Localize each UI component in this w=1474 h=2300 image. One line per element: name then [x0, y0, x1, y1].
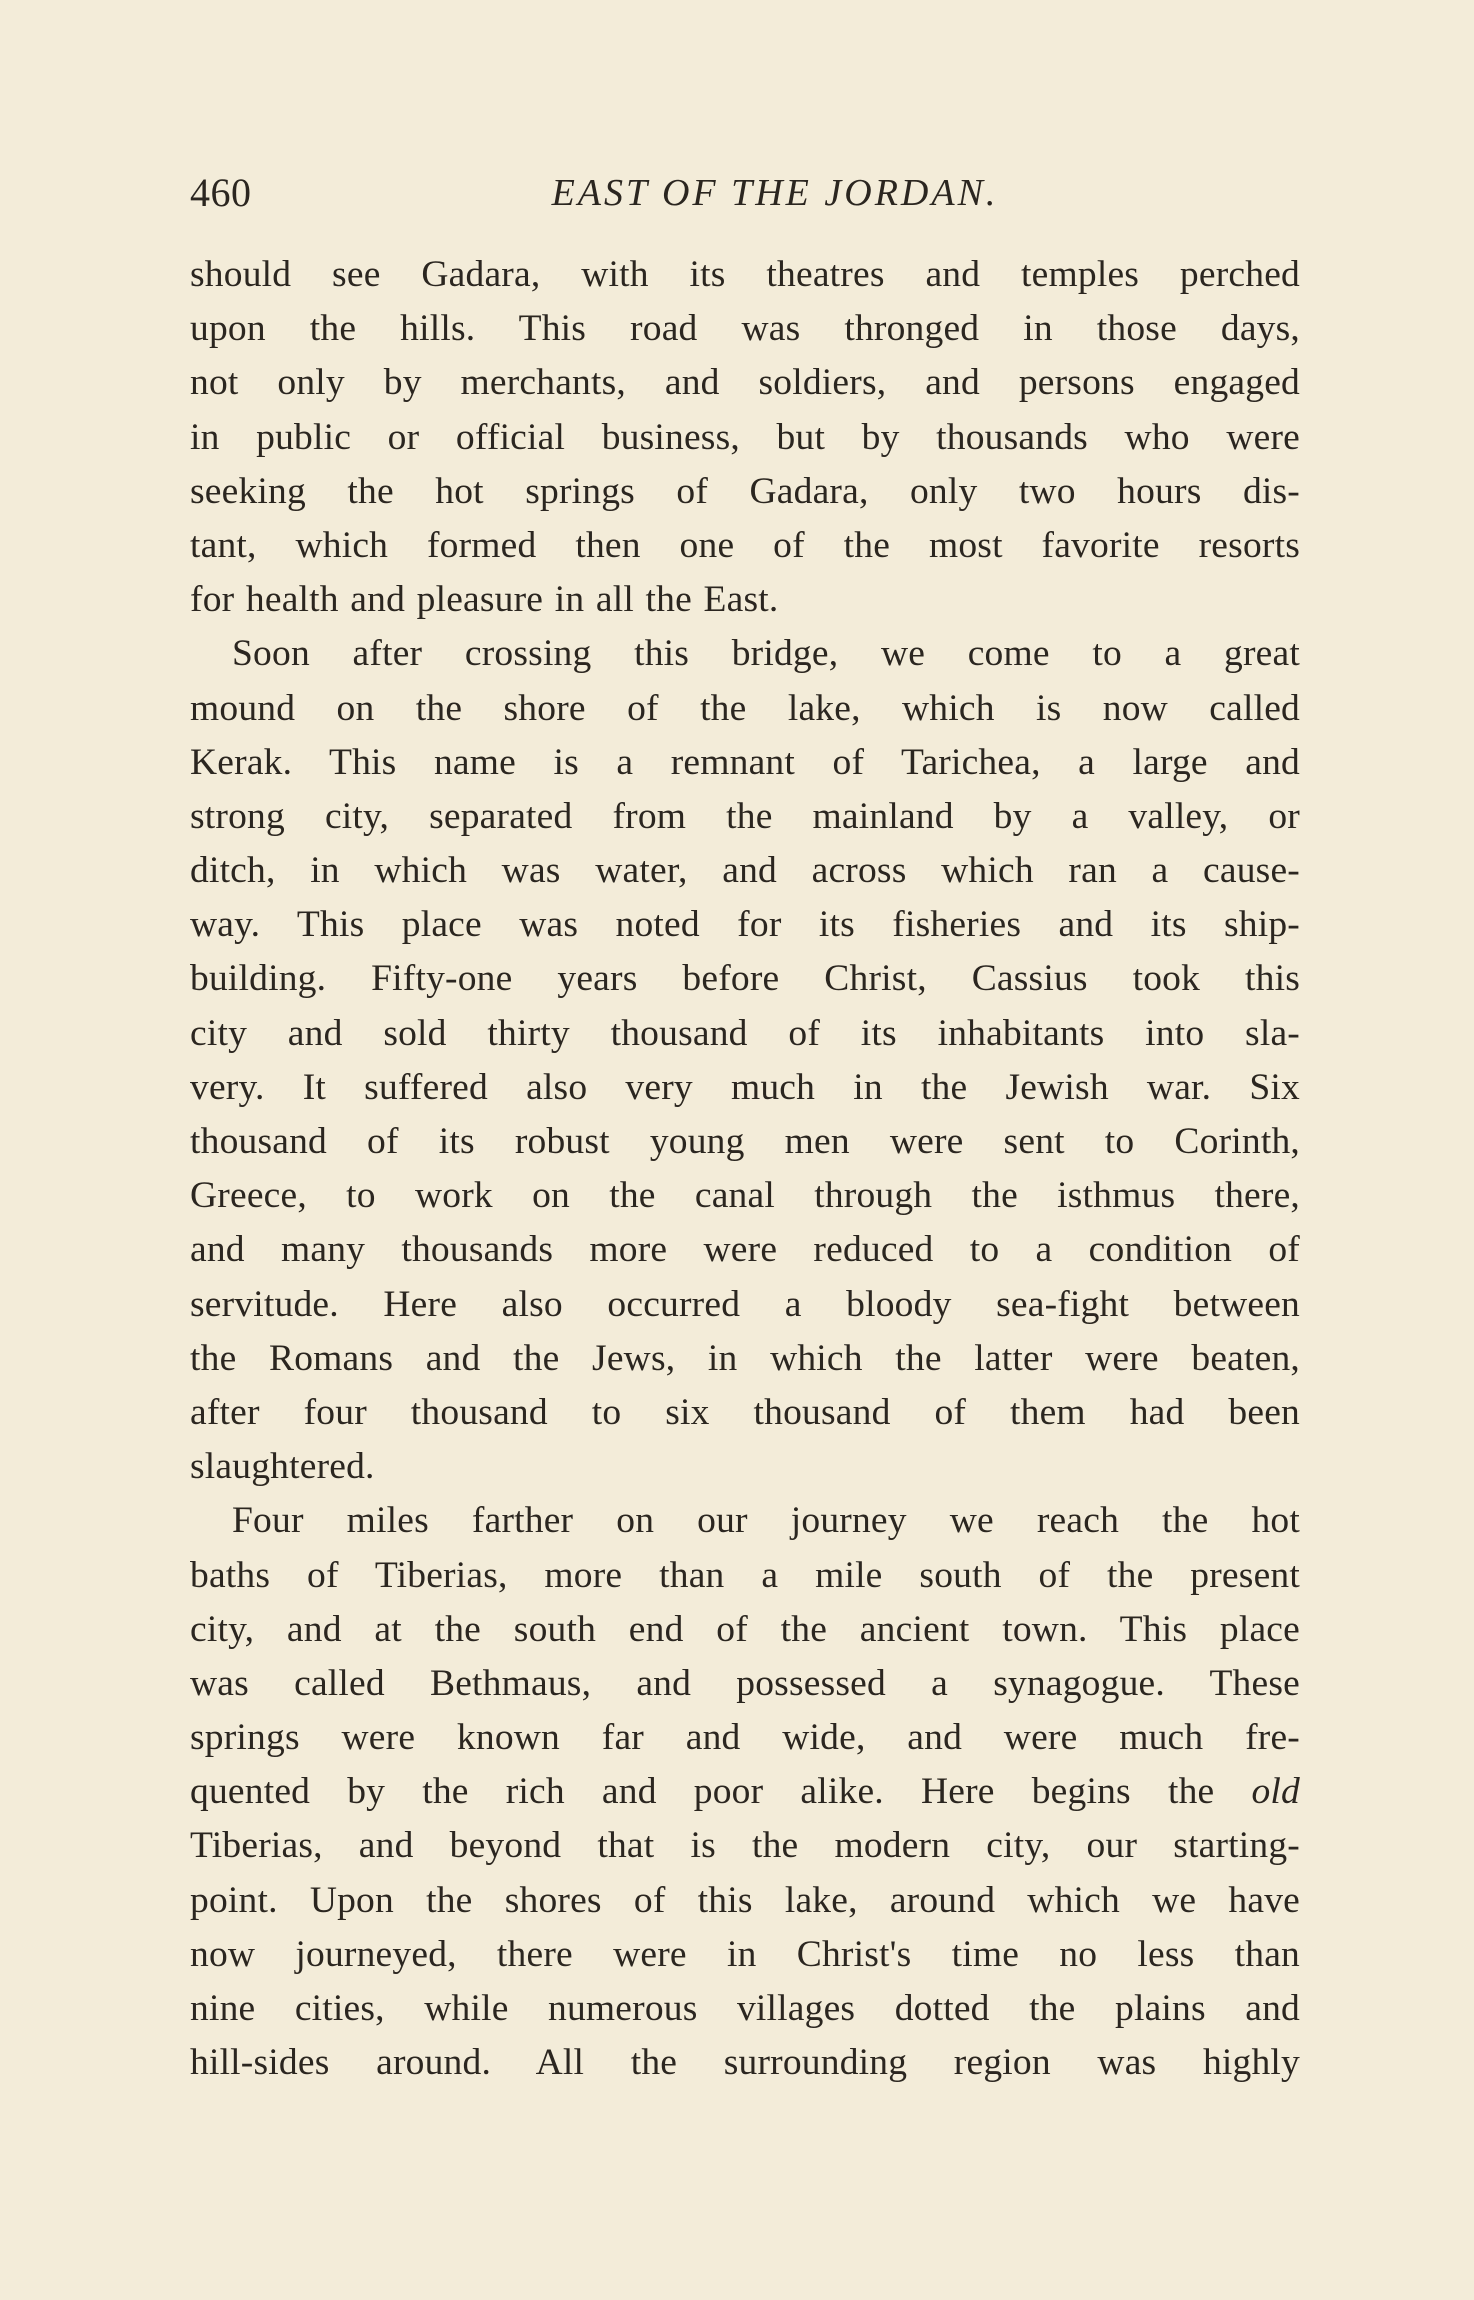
text-line: Soon after crossing this bridge, we come to a great	[232, 633, 1300, 675]
text-line: upon the hills. This road was thronged in those days,	[190, 308, 1300, 350]
text-line: Tiberias, and beyond that is the modern city, our starting-	[190, 1825, 1300, 1867]
text-line: mound on the shore of the lake, which is now called	[190, 687, 1300, 729]
text-line: seeking the hot springs of Gadara, only two hours dis-	[190, 470, 1300, 512]
text-line: slaughtered.	[190, 1446, 375, 1488]
text-line-start: quented by the rich and poor alike. Here begins the	[190, 1771, 1215, 1813]
body-text	[190, 248, 1300, 2090]
paragraph-2	[190, 627, 1300, 1494]
text-line: city and sold thirty thousand of its inhabitants into sla-	[190, 1012, 1300, 1054]
text-line-with-emphasis	[190, 1765, 1300, 1819]
text-line: servitude. Here also occurred a bloody sea-fight between	[190, 1283, 1300, 1325]
text-line: Greece, to work on the canal through the isthmus there,	[190, 1175, 1300, 1217]
text-line: ditch, in which was water, and across which ran a cause-	[190, 850, 1300, 892]
running-head: EAST OF THE JORDAN.	[551, 172, 999, 214]
text-line: baths of Tiberias, more than a mile south of the present	[190, 1554, 1300, 1596]
page-header	[190, 163, 1300, 223]
paragraph-1	[190, 248, 1300, 627]
text-line: strong city, separated from the mainland by a valley, or	[190, 795, 1300, 837]
page-number: 460	[190, 170, 252, 215]
text-line: building. Fifty-one years before Christ, Cassius took this	[190, 958, 1300, 1000]
text-line: should see Gadara, with its theatres and temples perched	[190, 254, 1300, 295]
text-line: point. Upon the shores of this lake, around which we have	[190, 1879, 1300, 1921]
text-line: now journeyed, there were in Christ's time no less than	[190, 1933, 1300, 1975]
text-line: very. It suffered also very much in the Jewish war. Six	[190, 1066, 1300, 1108]
text-line: not only by merchants, and soldiers, and persons engaged	[190, 362, 1300, 404]
text-line: for health and pleasure in all the East.	[190, 579, 779, 621]
text-line: tant, which formed then one of the most favorite resorts	[190, 524, 1300, 566]
text-line: in public or official business, but by thousands who were	[190, 416, 1300, 458]
text-line: after four thousand to six thousand of them had been	[190, 1391, 1300, 1433]
text-line: hill-sides around. All the surrounding region was highly	[190, 2042, 1300, 2084]
text-line: city, and at the south end of the ancient town. This place	[190, 1608, 1300, 1650]
text-line: thousand of its robust young men were sent to Corinth,	[190, 1121, 1300, 1162]
paragraph-3	[190, 1494, 1300, 2090]
emphasis-word: old	[1251, 1771, 1300, 1813]
text-line: was called Bethmaus, and possessed a synagogue. These	[190, 1662, 1300, 1704]
text-line: way. This place was noted for its fisheries and its ship-	[190, 904, 1300, 946]
text-line: and many thousands more were reduced to a condition of	[190, 1229, 1300, 1271]
text-line: Kerak. This name is a remnant of Tarichea, a large and	[190, 741, 1300, 783]
text-line: the Romans and the Jews, in which the latter were beaten,	[190, 1337, 1300, 1379]
text-line: nine cities, while numerous villages dotted the plains and	[190, 1988, 1300, 2029]
text-line: springs were known far and wide, and were much fre-	[190, 1717, 1300, 1759]
text-line: Four miles farther on our journey we reach the hot	[232, 1500, 1300, 1542]
